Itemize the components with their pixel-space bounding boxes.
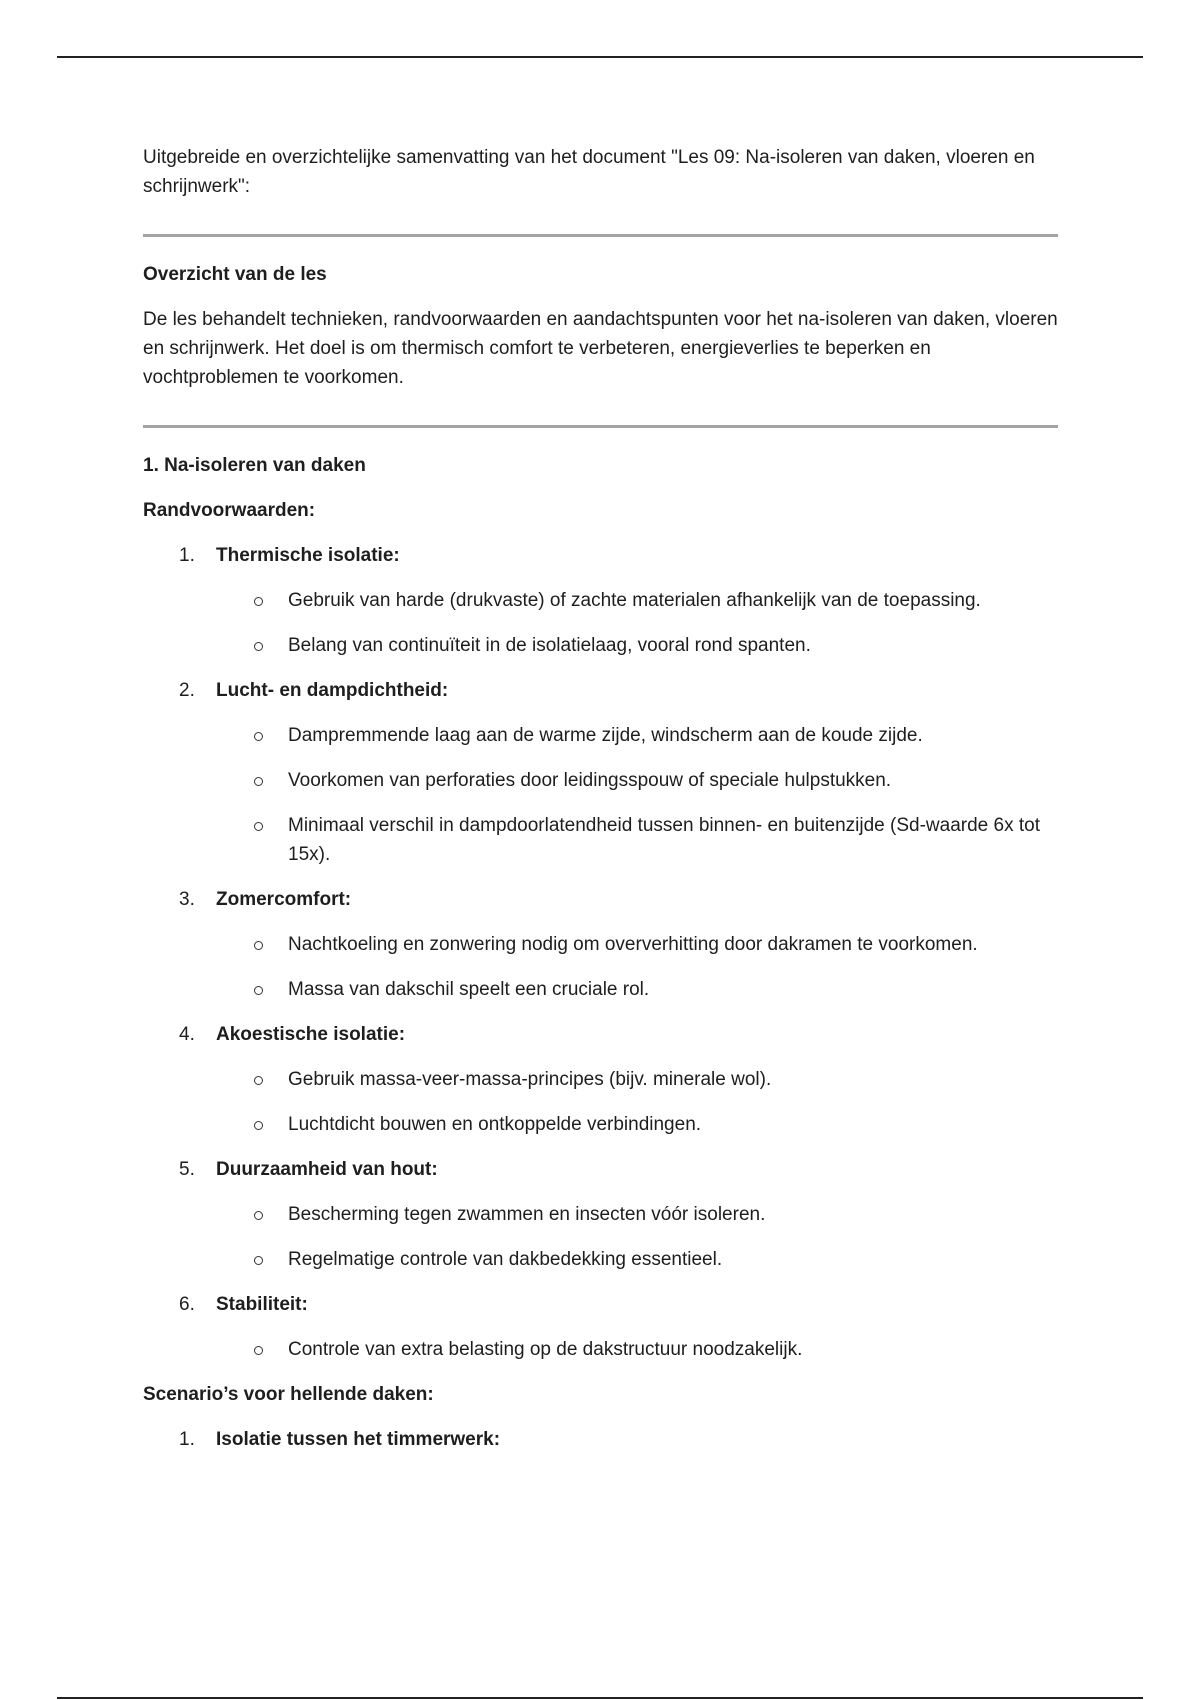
circle-bullet-icon xyxy=(254,732,263,741)
list-item xyxy=(143,1155,1058,1274)
sub-list-item: Bescherming tegen zwammen en insecten vóór isoleren. xyxy=(216,1200,1058,1229)
horizontal-divider xyxy=(143,234,1058,237)
item-title: Stabiliteit: xyxy=(216,1294,308,1315)
sub-list-item: Belang van continuïteit in de isolatielaag, vooral rond spanten. xyxy=(216,631,1058,660)
item-number: 2. xyxy=(179,680,195,701)
list-item xyxy=(143,676,1058,869)
circle-bullet-icon xyxy=(254,642,263,651)
sub-list-item: Gebruik van harde (drukvaste) of zachte materialen afhankelijk van de toepassing. xyxy=(216,586,1058,615)
scenarios-heading: Scenario’s voor hellende daken: xyxy=(143,1384,434,1405)
item-number: 3. xyxy=(179,889,195,910)
circle-bullet-icon xyxy=(254,1121,263,1130)
list-item xyxy=(143,541,1058,660)
page-top-rule xyxy=(57,56,1143,58)
item-title: Isolatie tussen het timmerwerk: xyxy=(216,1429,501,1450)
sub-list-item: Minimaal verschil in dampdoorlatendheid tussen binnen- en buitenzijde (Sd-waarde 6x tot 15x). xyxy=(216,811,1058,869)
sub-list xyxy=(216,586,1058,660)
list-item xyxy=(143,1425,1058,1454)
item-number: 4. xyxy=(179,1024,195,1045)
sub-list-item: Regelmatige controle van dakbedekking essentieel. xyxy=(216,1245,1058,1274)
circle-bullet-icon xyxy=(254,1346,263,1355)
circle-bullet-icon xyxy=(254,822,263,831)
circle-bullet-icon xyxy=(254,1256,263,1265)
intro-paragraph: Uitgebreide en overzichtelijke samenvatting van het document "Les 09: Na-isoleren van daken, vloeren en schrijnwerk": xyxy=(143,147,1035,197)
sub-list xyxy=(216,930,1058,1004)
sub-list xyxy=(216,721,1058,869)
item-title: Zomercomfort: xyxy=(216,889,352,910)
sub-list xyxy=(216,1335,1058,1364)
sub-list-item: Dampremmende laag aan de warme zijde, windscherm aan de koude zijde. xyxy=(216,721,1058,750)
list-item xyxy=(143,1020,1058,1139)
section-heading: 1. Na-isoleren van daken xyxy=(143,455,366,476)
list-item xyxy=(143,885,1058,1004)
randvoorwaarden-heading: Randvoorwaarden: xyxy=(143,500,316,521)
sub-list xyxy=(216,1200,1058,1274)
circle-bullet-icon xyxy=(254,777,263,786)
circle-bullet-icon xyxy=(254,941,263,950)
overview-paragraph: De les behandelt technieken, randvoorwaarden en aandachtspunten voor het na-isoleren van daken, vloeren en schrijnwerk. Het doel is om thermisch comfort te verbeteren, energieverlies te beperken en vochtproblemen te voorkomen. xyxy=(143,309,1058,388)
document-body xyxy=(143,143,1058,1470)
item-title: Duurzaamheid van hout: xyxy=(216,1159,438,1180)
list-item xyxy=(143,1290,1058,1364)
item-number: 1. xyxy=(179,1429,195,1450)
item-number: 6. xyxy=(179,1294,195,1315)
sub-list-item: Nachtkoeling en zonwering nodig om oververhitting door dakramen te voorkomen. xyxy=(216,930,1058,959)
circle-bullet-icon xyxy=(254,597,263,606)
sub-list-item: Controle van extra belasting op de dakstructuur noodzakelijk. xyxy=(216,1335,1058,1364)
scenarios-list xyxy=(143,1425,1058,1454)
circle-bullet-icon xyxy=(254,986,263,995)
randvoorwaarden-list xyxy=(143,541,1058,1364)
item-number: 5. xyxy=(179,1159,195,1180)
item-title: Akoestische isolatie: xyxy=(216,1024,406,1045)
horizontal-divider xyxy=(143,425,1058,428)
circle-bullet-icon xyxy=(254,1211,263,1220)
circle-bullet-icon xyxy=(254,1076,263,1085)
overview-heading: Overzicht van de les xyxy=(143,264,327,285)
item-title: Thermische isolatie: xyxy=(216,545,400,566)
sub-list xyxy=(216,1065,1058,1139)
sub-list-item: Luchtdicht bouwen en ontkoppelde verbindingen. xyxy=(216,1110,1058,1139)
sub-list-item: Gebruik massa-veer-massa-principes (bijv. minerale wol). xyxy=(216,1065,1058,1094)
page-bottom-rule xyxy=(57,1697,1143,1699)
sub-list-item: Voorkomen van perforaties door leidingsspouw of speciale hulpstukken. xyxy=(216,766,1058,795)
sub-list-item: Massa van dakschil speelt een cruciale rol. xyxy=(216,975,1058,1004)
item-title: Lucht- en dampdichtheid: xyxy=(216,680,449,701)
item-number: 1. xyxy=(179,545,195,566)
